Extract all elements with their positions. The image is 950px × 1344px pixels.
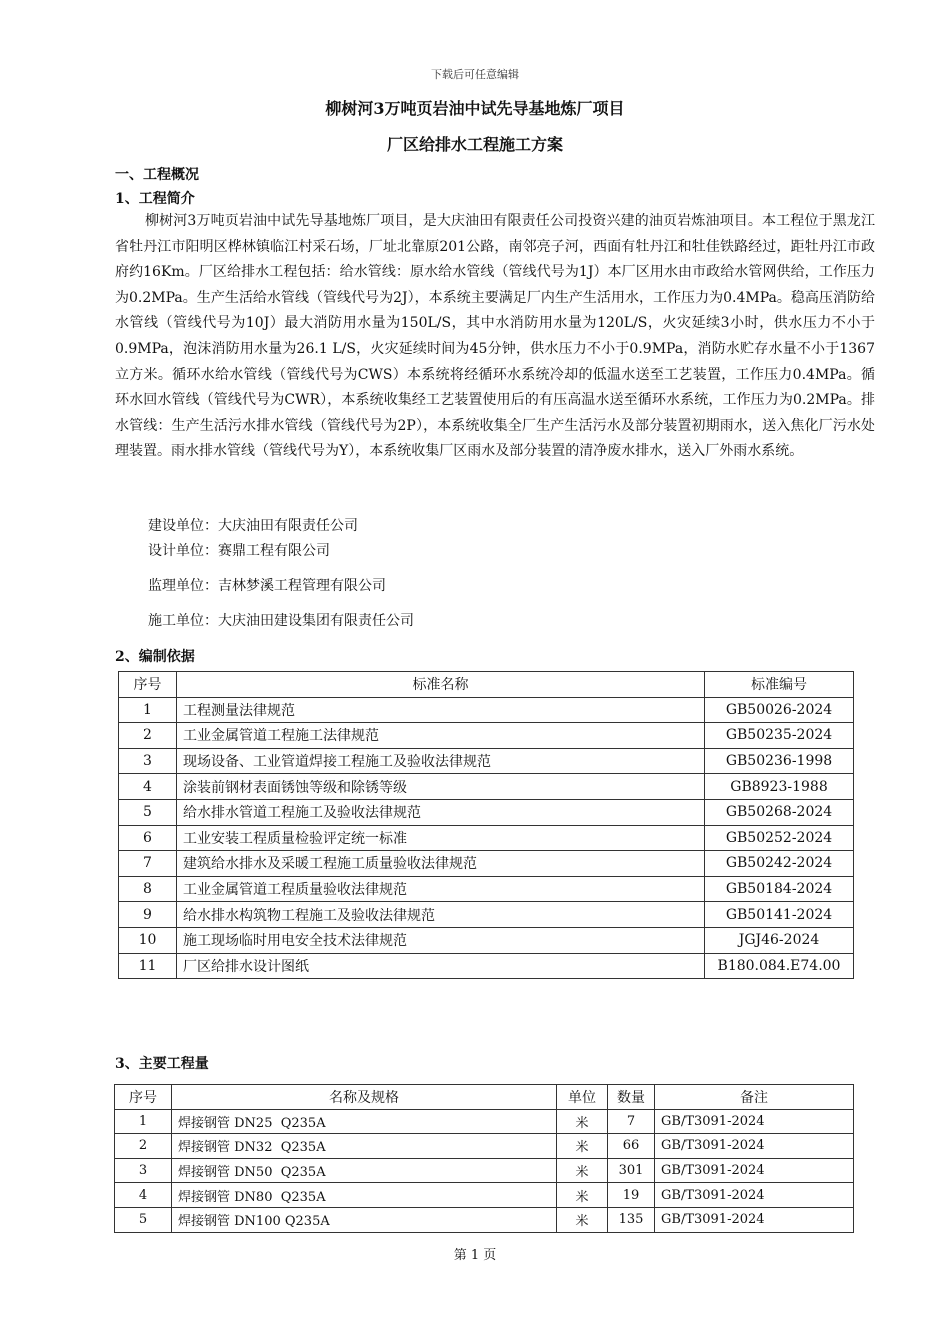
table-row <box>119 876 854 902</box>
cell-standard-name: 施工现场临时用电安全技术法律规范 <box>177 927 705 953</box>
col-header-no: 序号 <box>115 1085 172 1110</box>
table-header-row <box>119 672 854 698</box>
header-note: 下载后可任意编辑 <box>431 68 519 81</box>
cell-standard-code: GB50184-2024 <box>705 876 854 902</box>
cell-no: 5 <box>115 1207 172 1232</box>
table-row <box>119 825 854 851</box>
table-row <box>119 902 854 928</box>
cell-no: 1 <box>119 697 177 723</box>
cell-spec: 焊接钢管 DN100 Q235A <box>172 1207 557 1232</box>
cell-standard-code: GB50236-1998 <box>705 748 854 774</box>
unit-design: 设计单位：赛鼎工程有限公司 <box>148 543 330 559</box>
table-header-row <box>115 1085 854 1110</box>
table-row <box>119 953 854 979</box>
cell-unit: 米 <box>557 1158 608 1183</box>
cell-no: 5 <box>119 799 177 825</box>
cell-no: 6 <box>119 825 177 851</box>
cell-no: 11 <box>119 953 177 979</box>
cell-unit: 米 <box>557 1183 608 1208</box>
col-header-qty: 数量 <box>608 1085 655 1110</box>
cell-no: 9 <box>119 902 177 928</box>
cell-standard-name: 给水排水构筑物工程施工及验收法律规范 <box>177 902 705 928</box>
document-title: 柳树河3万吨页岩油中试先导基地炼厂项目 <box>325 99 625 118</box>
cell-remark: GB/T3091-2024 <box>655 1158 854 1183</box>
col-header-no: 序号 <box>119 672 177 698</box>
page-footer: 第 1 页 <box>453 1248 497 1263</box>
cell-standard-code: GB50268-2024 <box>705 799 854 825</box>
cell-no: 8 <box>119 876 177 902</box>
cell-standard-code: GB50235-2024 <box>705 723 854 749</box>
cell-remark: GB/T3091-2024 <box>655 1134 854 1159</box>
table-row <box>115 1134 854 1159</box>
cell-standard-name: 工程测量法律规范 <box>177 697 705 723</box>
table-row <box>119 723 854 749</box>
subsection-heading-intro: 1、工程简介 <box>115 191 195 207</box>
cell-no: 3 <box>115 1158 172 1183</box>
cell-qty: 66 <box>608 1134 655 1159</box>
unit-construction: 建设单位：大庆油田有限责任公司 <box>148 518 358 534</box>
cell-standard-name: 给水排水管道工程施工及验收法律规范 <box>177 799 705 825</box>
cell-no: 10 <box>119 927 177 953</box>
cell-standard-code: GB50252-2024 <box>705 825 854 851</box>
table-row <box>115 1158 854 1183</box>
col-header-name: 标准名称 <box>177 672 705 698</box>
cell-standard-code: B180.084.E74.00 <box>705 953 854 979</box>
cell-standard-code: GB50026-2024 <box>705 697 854 723</box>
intro-paragraph: 柳树河3万吨页岩油中试先导基地炼厂项目，是大庆油田有限责任公司投资兴建的油页岩炼油项目。本工程位于黑龙江省牡丹江市阳明区桦林镇临江村采石场，厂址北靠原201公路，南邻亮子河，西面有牡丹江和牡佳铁路经过，距牡丹江市政府约16Km。厂区给排水工程包括：给水管线：原水给水管线（管线代号为1J）本厂区用水由市政给水管网供给，工作压力为0.2MPa。生产生活给水管线（管线代号为2J），本系统主要满足厂内生产生活用水，工作压力为0.4MPa。稳高压消防给水管线（管线代号为10J）最大消防用水量为150L/S，其中水消防用水量为120L/S，火灾延续3小时，供水压力不小于0.9MPa，泡沫消防用水量为26.1 L/S，火灾延续时间为45分钟，供水压力不小于0.9MPa，消防水贮存水量不小于1367立方米。循环水给水管线（管线代号为CWS）本系统将经循环水系统冷却的低温水送至工艺装置，工作压力0.4MPa。循环水回水管线（管线代号为CWR），本系统收集经工艺装置使用后的有压高温水送至循环水系统，工作压力为0.2MPa。排水管线：生产生活污水排水管线（管线代号为2P），本系统收集全厂生产生活污水及部分装置初期雨水，送入焦化厂污水处理装置。雨水排水管线（管线代号为Y），本系统收集厂区雨水及部分装置的清净废水排水，送入厂外雨水系统。 <box>115 213 875 460</box>
table-row <box>115 1109 854 1134</box>
unit-supervision: 监理单位：吉林梦溪工程管理有限公司 <box>148 578 386 594</box>
cell-unit: 米 <box>557 1134 608 1159</box>
cell-standard-name: 现场设备、工业管道焊接工程施工及验收法律规范 <box>177 748 705 774</box>
cell-standard-code: JGJ46-2024 <box>705 927 854 953</box>
cell-unit: 米 <box>557 1207 608 1232</box>
cell-standard-name: 工业安装工程质量检验评定统一标准 <box>177 825 705 851</box>
cell-standard-code: GB8923-1988 <box>705 774 854 800</box>
cell-remark: GB/T3091-2024 <box>655 1109 854 1134</box>
cell-standard-name: 工业金属管道工程质量验收法律规范 <box>177 876 705 902</box>
col-header-spec: 名称及规格 <box>172 1085 557 1110</box>
unit-contractor: 施工单位：大庆油田建设集团有限责任公司 <box>148 613 414 629</box>
cell-no: 2 <box>115 1134 172 1159</box>
cell-remark: GB/T3091-2024 <box>655 1183 854 1208</box>
table-row <box>119 748 854 774</box>
table-row <box>119 799 854 825</box>
cell-spec: 焊接钢管 DN32 Q235A <box>172 1134 557 1159</box>
cell-no: 3 <box>119 748 177 774</box>
cell-standard-name: 涂装前钢材表面锈蚀等级和除锈等级 <box>177 774 705 800</box>
cell-unit: 米 <box>557 1109 608 1134</box>
cell-standard-code: GB50141-2024 <box>705 902 854 928</box>
cell-no: 1 <box>115 1109 172 1134</box>
cell-standard-name: 厂区给排水设计图纸 <box>177 953 705 979</box>
document-subtitle: 厂区给排水工程施工方案 <box>386 135 563 154</box>
table-row <box>119 851 854 877</box>
table-row <box>119 927 854 953</box>
cell-spec: 焊接钢管 DN80 Q235A <box>172 1183 557 1208</box>
section-heading-overview: 一、工程概况 <box>115 167 199 183</box>
quantities-table <box>114 1084 854 1233</box>
col-header-unit: 单位 <box>557 1085 608 1110</box>
table-row <box>119 697 854 723</box>
cell-no: 2 <box>119 723 177 749</box>
cell-qty: 135 <box>608 1207 655 1232</box>
col-header-code: 标准编号 <box>705 672 854 698</box>
table-row <box>115 1207 854 1232</box>
cell-qty: 301 <box>608 1158 655 1183</box>
cell-no: 7 <box>119 851 177 877</box>
table-row <box>115 1183 854 1208</box>
section-heading-quantities: 3、主要工程量 <box>115 1056 209 1072</box>
cell-qty: 19 <box>608 1183 655 1208</box>
col-header-remark: 备注 <box>655 1085 854 1110</box>
cell-no: 4 <box>119 774 177 800</box>
cell-qty: 7 <box>608 1109 655 1134</box>
cell-no: 4 <box>115 1183 172 1208</box>
cell-standard-name: 工业金属管道工程施工法律规范 <box>177 723 705 749</box>
cell-standard-name: 建筑给水排水及采暖工程施工质量验收法律规范 <box>177 851 705 877</box>
section-heading-basis: 2、编制依据 <box>115 649 195 665</box>
cell-spec: 焊接钢管 DN50 Q235A <box>172 1158 557 1183</box>
table-row <box>119 774 854 800</box>
cell-remark: GB/T3091-2024 <box>655 1207 854 1232</box>
standards-table <box>118 671 854 979</box>
cell-standard-code: GB50242-2024 <box>705 851 854 877</box>
cell-spec: 焊接钢管 DN25 Q235A <box>172 1109 557 1134</box>
